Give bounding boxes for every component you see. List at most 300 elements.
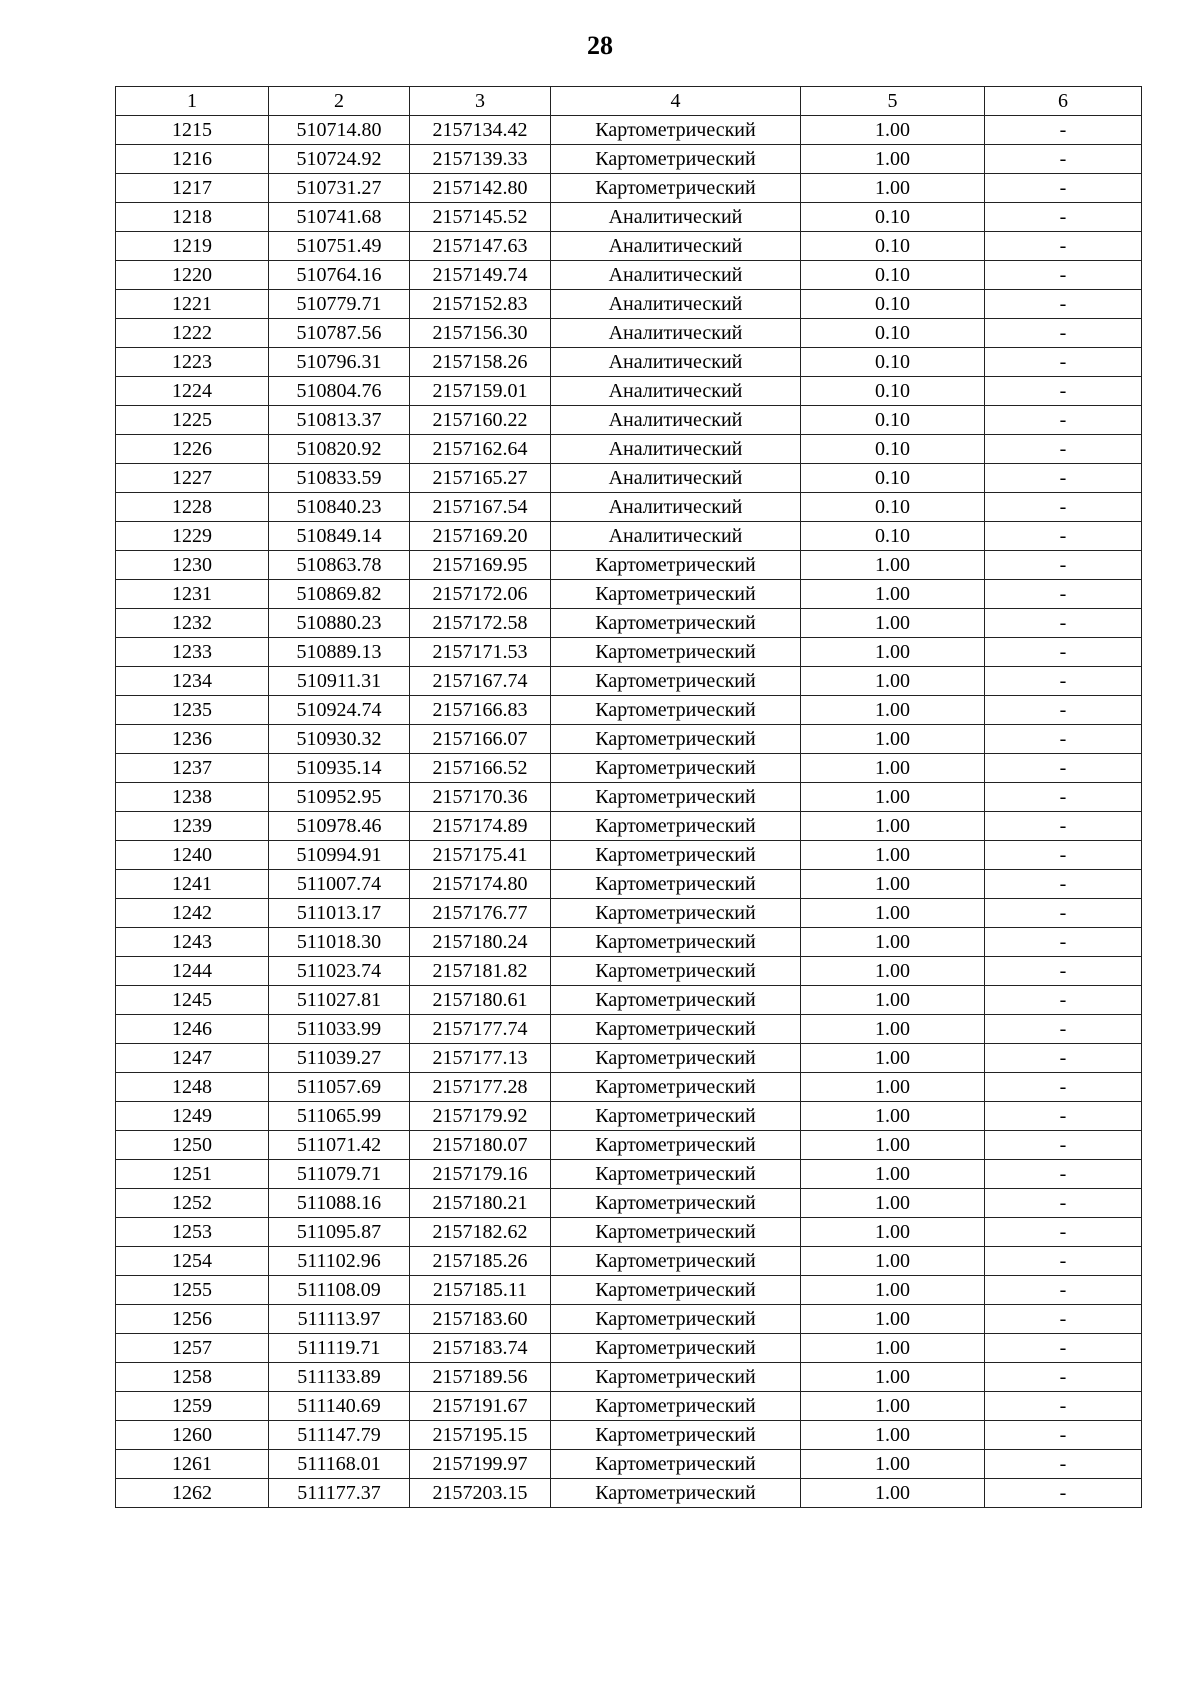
table-row	[116, 957, 1142, 986]
method-cell: Картометрический	[551, 725, 801, 754]
description-cell: -	[985, 1015, 1142, 1044]
table-row	[116, 1189, 1142, 1218]
x-coordinate-cell: 510994.91	[269, 841, 410, 870]
table-row	[116, 638, 1142, 667]
method-cell: Картометрический	[551, 899, 801, 928]
point-number-cell: 1239	[116, 812, 269, 841]
point-number-cell: 1249	[116, 1102, 269, 1131]
x-coordinate-cell: 511095.87	[269, 1218, 410, 1247]
description-cell: -	[985, 1276, 1142, 1305]
description-cell: -	[985, 145, 1142, 174]
point-number-cell: 1250	[116, 1131, 269, 1160]
header-cell-col-1: 1	[116, 87, 269, 116]
y-coordinate-cell: 2157172.06	[410, 580, 551, 609]
point-number-cell: 1235	[116, 696, 269, 725]
method-cell: Аналитический	[551, 290, 801, 319]
table-row	[116, 609, 1142, 638]
table-row	[116, 928, 1142, 957]
y-coordinate-cell: 2157159.01	[410, 377, 551, 406]
y-coordinate-cell: 2157149.74	[410, 261, 551, 290]
description-cell: -	[985, 928, 1142, 957]
table-row	[116, 725, 1142, 754]
y-coordinate-cell: 2157171.53	[410, 638, 551, 667]
y-coordinate-cell: 2157183.74	[410, 1334, 551, 1363]
method-cell: Картометрический	[551, 1160, 801, 1189]
method-cell: Картометрический	[551, 1276, 801, 1305]
accuracy-cell: 0.10	[801, 261, 985, 290]
x-coordinate-cell: 511119.71	[269, 1334, 410, 1363]
method-cell: Картометрический	[551, 870, 801, 899]
x-coordinate-cell: 510833.59	[269, 464, 410, 493]
x-coordinate-cell: 510813.37	[269, 406, 410, 435]
point-number-cell: 1237	[116, 754, 269, 783]
point-number-cell: 1248	[116, 1073, 269, 1102]
point-number-cell: 1236	[116, 725, 269, 754]
y-coordinate-cell: 2157180.24	[410, 928, 551, 957]
description-cell: -	[985, 348, 1142, 377]
description-cell: -	[985, 783, 1142, 812]
accuracy-cell: 0.10	[801, 435, 985, 464]
accuracy-cell: 0.10	[801, 348, 985, 377]
accuracy-cell: 1.00	[801, 870, 985, 899]
accuracy-cell: 0.10	[801, 493, 985, 522]
x-coordinate-cell: 511018.30	[269, 928, 410, 957]
method-cell: Картометрический	[551, 1044, 801, 1073]
table-row	[116, 986, 1142, 1015]
description-cell: -	[985, 1218, 1142, 1247]
x-coordinate-cell: 510741.68	[269, 203, 410, 232]
table-row	[116, 580, 1142, 609]
method-cell: Аналитический	[551, 377, 801, 406]
point-number-cell: 1259	[116, 1392, 269, 1421]
accuracy-cell: 1.00	[801, 1160, 985, 1189]
point-number-cell: 1231	[116, 580, 269, 609]
accuracy-cell: 0.10	[801, 319, 985, 348]
x-coordinate-cell: 511108.09	[269, 1276, 410, 1305]
y-coordinate-cell: 2157172.58	[410, 609, 551, 638]
method-cell: Картометрический	[551, 116, 801, 145]
point-number-cell: 1220	[116, 261, 269, 290]
accuracy-cell: 1.00	[801, 1450, 985, 1479]
x-coordinate-cell: 511177.37	[269, 1479, 410, 1508]
accuracy-cell: 1.00	[801, 986, 985, 1015]
point-number-cell: 1256	[116, 1305, 269, 1334]
method-cell: Картометрический	[551, 812, 801, 841]
y-coordinate-cell: 2157174.80	[410, 870, 551, 899]
point-number-cell: 1227	[116, 464, 269, 493]
y-coordinate-cell: 2157177.28	[410, 1073, 551, 1102]
y-coordinate-cell: 2157156.30	[410, 319, 551, 348]
point-number-cell: 1254	[116, 1247, 269, 1276]
accuracy-cell: 1.00	[801, 783, 985, 812]
description-cell: -	[985, 522, 1142, 551]
accuracy-cell: 1.00	[801, 116, 985, 145]
x-coordinate-cell: 511033.99	[269, 1015, 410, 1044]
method-cell: Картометрический	[551, 1305, 801, 1334]
y-coordinate-cell: 2157158.26	[410, 348, 551, 377]
y-coordinate-cell: 2157147.63	[410, 232, 551, 261]
point-number-cell: 1258	[116, 1363, 269, 1392]
description-cell: -	[985, 986, 1142, 1015]
point-number-cell: 1221	[116, 290, 269, 319]
table-row	[116, 1334, 1142, 1363]
accuracy-cell: 1.00	[801, 754, 985, 783]
x-coordinate-cell: 510935.14	[269, 754, 410, 783]
table-row	[116, 232, 1142, 261]
table-row	[116, 493, 1142, 522]
table-row	[116, 319, 1142, 348]
description-cell: -	[985, 812, 1142, 841]
point-number-cell: 1223	[116, 348, 269, 377]
y-coordinate-cell: 2157203.15	[410, 1479, 551, 1508]
method-cell: Картометрический	[551, 783, 801, 812]
y-coordinate-cell: 2157166.83	[410, 696, 551, 725]
table-row	[116, 145, 1142, 174]
y-coordinate-cell: 2157167.54	[410, 493, 551, 522]
point-number-cell: 1219	[116, 232, 269, 261]
method-cell: Картометрический	[551, 1189, 801, 1218]
table-row	[116, 870, 1142, 899]
x-coordinate-cell: 511113.97	[269, 1305, 410, 1334]
description-cell: -	[985, 464, 1142, 493]
x-coordinate-cell: 511133.89	[269, 1363, 410, 1392]
point-number-cell: 1225	[116, 406, 269, 435]
y-coordinate-cell: 2157177.13	[410, 1044, 551, 1073]
table-row	[116, 1073, 1142, 1102]
method-cell: Картометрический	[551, 1218, 801, 1247]
accuracy-cell: 1.00	[801, 580, 985, 609]
x-coordinate-cell: 511147.79	[269, 1421, 410, 1450]
method-cell: Картометрический	[551, 928, 801, 957]
description-cell: -	[985, 1334, 1142, 1363]
table-row	[116, 1392, 1142, 1421]
method-cell: Картометрический	[551, 696, 801, 725]
header-cell-col-6: 6	[985, 87, 1142, 116]
header-cell-col-3: 3	[410, 87, 551, 116]
y-coordinate-cell: 2157176.77	[410, 899, 551, 928]
method-cell: Аналитический	[551, 348, 801, 377]
x-coordinate-cell: 510796.31	[269, 348, 410, 377]
method-cell: Картометрический	[551, 1102, 801, 1131]
y-coordinate-cell: 2157191.67	[410, 1392, 551, 1421]
table-row	[116, 551, 1142, 580]
x-coordinate-cell: 510978.46	[269, 812, 410, 841]
x-coordinate-cell: 510863.78	[269, 551, 410, 580]
table-row	[116, 812, 1142, 841]
table-row	[116, 841, 1142, 870]
description-cell: -	[985, 261, 1142, 290]
description-cell: -	[985, 754, 1142, 783]
point-number-cell: 1251	[116, 1160, 269, 1189]
description-cell: -	[985, 406, 1142, 435]
accuracy-cell: 1.00	[801, 1015, 985, 1044]
point-number-cell: 1257	[116, 1334, 269, 1363]
table-row	[116, 348, 1142, 377]
description-cell: -	[985, 725, 1142, 754]
description-cell: -	[985, 1421, 1142, 1450]
point-number-cell: 1218	[116, 203, 269, 232]
table-row	[116, 696, 1142, 725]
method-cell: Картометрический	[551, 609, 801, 638]
point-number-cell: 1226	[116, 435, 269, 464]
description-cell: -	[985, 870, 1142, 899]
accuracy-cell: 1.00	[801, 174, 985, 203]
point-number-cell: 1243	[116, 928, 269, 957]
description-cell: -	[985, 899, 1142, 928]
description-cell: -	[985, 435, 1142, 464]
y-coordinate-cell: 2157170.36	[410, 783, 551, 812]
table-row	[116, 1102, 1142, 1131]
x-coordinate-cell: 510952.95	[269, 783, 410, 812]
table-row	[116, 1479, 1142, 1508]
description-cell: -	[985, 1131, 1142, 1160]
accuracy-cell: 1.00	[801, 1044, 985, 1073]
description-cell: -	[985, 1102, 1142, 1131]
x-coordinate-cell: 511007.74	[269, 870, 410, 899]
x-coordinate-cell: 511071.42	[269, 1131, 410, 1160]
table-row	[116, 667, 1142, 696]
y-coordinate-cell: 2157174.89	[410, 812, 551, 841]
x-coordinate-cell: 511057.69	[269, 1073, 410, 1102]
y-coordinate-cell: 2157134.42	[410, 116, 551, 145]
point-number-cell: 1255	[116, 1276, 269, 1305]
point-number-cell: 1215	[116, 116, 269, 145]
accuracy-cell: 1.00	[801, 957, 985, 986]
x-coordinate-cell: 510787.56	[269, 319, 410, 348]
table-row	[116, 1131, 1142, 1160]
description-cell: -	[985, 841, 1142, 870]
x-coordinate-cell: 510849.14	[269, 522, 410, 551]
method-cell: Картометрический	[551, 1334, 801, 1363]
description-cell: -	[985, 493, 1142, 522]
y-coordinate-cell: 2157189.56	[410, 1363, 551, 1392]
method-cell: Картометрический	[551, 1247, 801, 1276]
point-number-cell: 1242	[116, 899, 269, 928]
point-number-cell: 1261	[116, 1450, 269, 1479]
method-cell: Аналитический	[551, 261, 801, 290]
table-row	[116, 174, 1142, 203]
table-row	[116, 1247, 1142, 1276]
accuracy-cell: 1.00	[801, 1334, 985, 1363]
table-row	[116, 1363, 1142, 1392]
accuracy-cell: 1.00	[801, 551, 985, 580]
description-cell: -	[985, 696, 1142, 725]
accuracy-cell: 1.00	[801, 638, 985, 667]
description-cell: -	[985, 174, 1142, 203]
accuracy-cell: 1.00	[801, 667, 985, 696]
y-coordinate-cell: 2157183.60	[410, 1305, 551, 1334]
table-row	[116, 116, 1142, 145]
description-cell: -	[985, 957, 1142, 986]
x-coordinate-cell: 510880.23	[269, 609, 410, 638]
x-coordinate-cell: 511065.99	[269, 1102, 410, 1131]
x-coordinate-cell: 511039.27	[269, 1044, 410, 1073]
point-number-cell: 1238	[116, 783, 269, 812]
accuracy-cell: 1.00	[801, 1189, 985, 1218]
y-coordinate-cell: 2157152.83	[410, 290, 551, 319]
point-number-cell: 1253	[116, 1218, 269, 1247]
table-header	[116, 87, 1142, 116]
description-cell: -	[985, 377, 1142, 406]
method-cell: Картометрический	[551, 580, 801, 609]
x-coordinate-cell: 510751.49	[269, 232, 410, 261]
y-coordinate-cell: 2157169.95	[410, 551, 551, 580]
accuracy-cell: 1.00	[801, 841, 985, 870]
method-cell: Картометрический	[551, 1363, 801, 1392]
table-row	[116, 1450, 1142, 1479]
accuracy-cell: 1.00	[801, 928, 985, 957]
description-cell: -	[985, 580, 1142, 609]
y-coordinate-cell: 2157185.11	[410, 1276, 551, 1305]
description-cell: -	[985, 1479, 1142, 1508]
x-coordinate-cell: 511079.71	[269, 1160, 410, 1189]
point-number-cell: 1224	[116, 377, 269, 406]
x-coordinate-cell: 510930.32	[269, 725, 410, 754]
point-number-cell: 1222	[116, 319, 269, 348]
method-cell: Картометрический	[551, 841, 801, 870]
description-cell: -	[985, 638, 1142, 667]
description-cell: -	[985, 1392, 1142, 1421]
method-cell: Аналитический	[551, 464, 801, 493]
x-coordinate-cell: 510764.16	[269, 261, 410, 290]
description-cell: -	[985, 116, 1142, 145]
method-cell: Картометрический	[551, 957, 801, 986]
method-cell: Картометрический	[551, 1073, 801, 1102]
header-cell-col-4: 4	[551, 87, 801, 116]
point-number-cell: 1216	[116, 145, 269, 174]
method-cell: Аналитический	[551, 522, 801, 551]
description-cell: -	[985, 290, 1142, 319]
y-coordinate-cell: 2157179.16	[410, 1160, 551, 1189]
y-coordinate-cell: 2157177.74	[410, 1015, 551, 1044]
point-number-cell: 1240	[116, 841, 269, 870]
x-coordinate-cell: 510911.31	[269, 667, 410, 696]
table-row	[116, 464, 1142, 493]
method-cell: Аналитический	[551, 406, 801, 435]
accuracy-cell: 1.00	[801, 609, 985, 638]
y-coordinate-cell: 2157179.92	[410, 1102, 551, 1131]
method-cell: Картометрический	[551, 1479, 801, 1508]
accuracy-cell: 1.00	[801, 1073, 985, 1102]
accuracy-cell: 1.00	[801, 1479, 985, 1508]
accuracy-cell: 1.00	[801, 696, 985, 725]
table-row	[116, 1276, 1142, 1305]
table-row	[116, 377, 1142, 406]
description-cell: -	[985, 1247, 1142, 1276]
header-row	[116, 87, 1142, 116]
x-coordinate-cell: 510714.80	[269, 116, 410, 145]
y-coordinate-cell: 2157167.74	[410, 667, 551, 696]
method-cell: Аналитический	[551, 493, 801, 522]
method-cell: Картометрический	[551, 1015, 801, 1044]
method-cell: Аналитический	[551, 203, 801, 232]
accuracy-cell: 0.10	[801, 290, 985, 319]
point-number-cell: 1244	[116, 957, 269, 986]
description-cell: -	[985, 1363, 1142, 1392]
description-cell: -	[985, 232, 1142, 261]
accuracy-cell: 1.00	[801, 1247, 985, 1276]
table-row	[116, 435, 1142, 464]
y-coordinate-cell: 2157139.33	[410, 145, 551, 174]
x-coordinate-cell: 510869.82	[269, 580, 410, 609]
accuracy-cell: 1.00	[801, 1131, 985, 1160]
method-cell: Картометрический	[551, 551, 801, 580]
description-cell: -	[985, 1305, 1142, 1334]
y-coordinate-cell: 2157142.80	[410, 174, 551, 203]
table-body	[116, 116, 1142, 1508]
table-row	[116, 1305, 1142, 1334]
method-cell: Аналитический	[551, 435, 801, 464]
table-row	[116, 1044, 1142, 1073]
description-cell: -	[985, 609, 1142, 638]
y-coordinate-cell: 2157160.22	[410, 406, 551, 435]
point-number-cell: 1229	[116, 522, 269, 551]
table-row	[116, 754, 1142, 783]
y-coordinate-cell: 2157185.26	[410, 1247, 551, 1276]
table-row	[116, 203, 1142, 232]
x-coordinate-cell: 511168.01	[269, 1450, 410, 1479]
description-cell: -	[985, 551, 1142, 580]
y-coordinate-cell: 2157182.62	[410, 1218, 551, 1247]
point-number-cell: 1230	[116, 551, 269, 580]
x-coordinate-cell: 510779.71	[269, 290, 410, 319]
x-coordinate-cell: 510724.92	[269, 145, 410, 174]
accuracy-cell: 0.10	[801, 203, 985, 232]
x-coordinate-cell: 510924.74	[269, 696, 410, 725]
y-coordinate-cell: 2157180.21	[410, 1189, 551, 1218]
point-number-cell: 1246	[116, 1015, 269, 1044]
method-cell: Картометрический	[551, 1421, 801, 1450]
x-coordinate-cell: 510820.92	[269, 435, 410, 464]
x-coordinate-cell: 511013.17	[269, 899, 410, 928]
description-cell: -	[985, 1450, 1142, 1479]
y-coordinate-cell: 2157181.82	[410, 957, 551, 986]
accuracy-cell: 1.00	[801, 1363, 985, 1392]
method-cell: Картометрический	[551, 986, 801, 1015]
accuracy-cell: 1.00	[801, 1421, 985, 1450]
description-cell: -	[985, 1160, 1142, 1189]
x-coordinate-cell: 511140.69	[269, 1392, 410, 1421]
accuracy-cell: 0.10	[801, 232, 985, 261]
table-row	[116, 783, 1142, 812]
method-cell: Картометрический	[551, 174, 801, 203]
coordinates-table	[115, 86, 1142, 1508]
y-coordinate-cell: 2157145.52	[410, 203, 551, 232]
point-number-cell: 1241	[116, 870, 269, 899]
x-coordinate-cell: 510889.13	[269, 638, 410, 667]
y-coordinate-cell: 2157166.07	[410, 725, 551, 754]
point-number-cell: 1245	[116, 986, 269, 1015]
y-coordinate-cell: 2157180.07	[410, 1131, 551, 1160]
point-number-cell: 1233	[116, 638, 269, 667]
accuracy-cell: 0.10	[801, 377, 985, 406]
table-row	[116, 1218, 1142, 1247]
accuracy-cell: 1.00	[801, 1305, 985, 1334]
x-coordinate-cell: 510731.27	[269, 174, 410, 203]
accuracy-cell: 1.00	[801, 1102, 985, 1131]
description-cell: -	[985, 1073, 1142, 1102]
table-row	[116, 1160, 1142, 1189]
x-coordinate-cell: 510840.23	[269, 493, 410, 522]
method-cell: Картометрический	[551, 1392, 801, 1421]
method-cell: Аналитический	[551, 232, 801, 261]
method-cell: Картометрический	[551, 667, 801, 696]
accuracy-cell: 1.00	[801, 1218, 985, 1247]
x-coordinate-cell: 511027.81	[269, 986, 410, 1015]
method-cell: Картометрический	[551, 1450, 801, 1479]
point-number-cell: 1260	[116, 1421, 269, 1450]
description-cell: -	[985, 319, 1142, 348]
